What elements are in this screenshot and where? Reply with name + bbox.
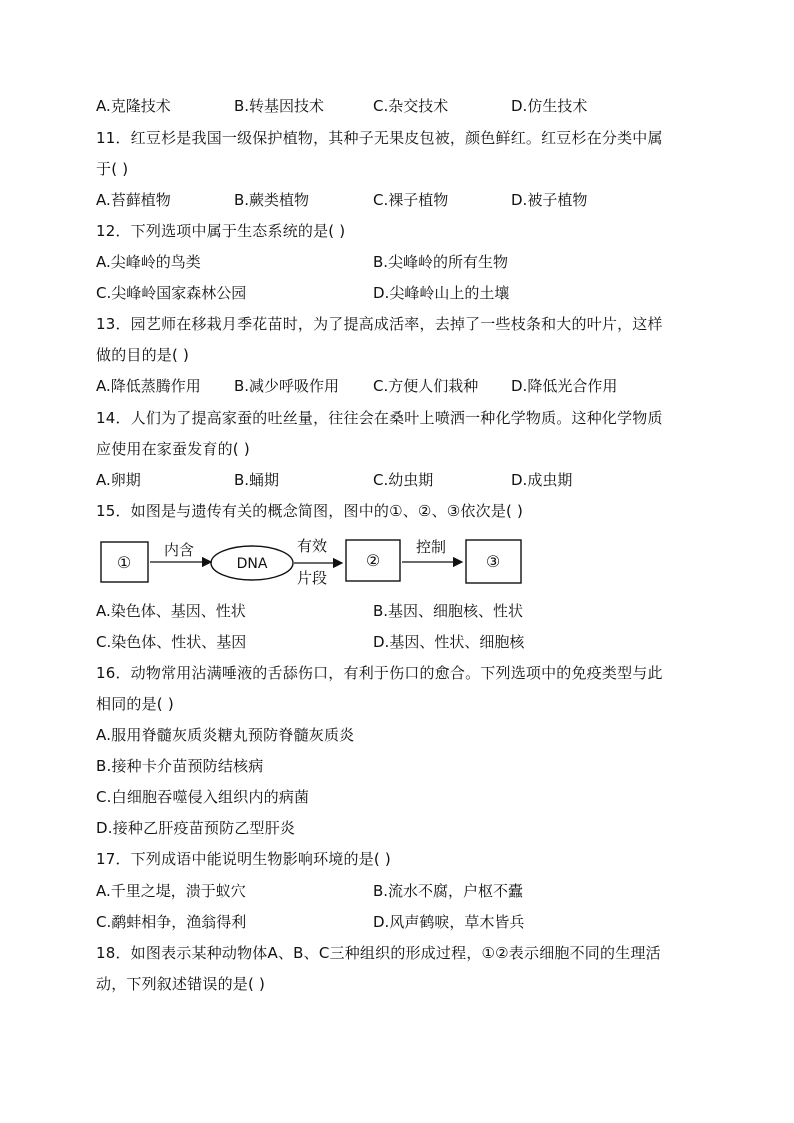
q12-stem: 12．下列选项中属于生态系统的是( )	[96, 222, 346, 240]
q16-option-d: D.接种乙肝疫苗预防乙型肝炎	[96, 819, 296, 837]
q14-option-a: A.卵期	[96, 471, 141, 489]
q16-option-a: A.服用脊髓灰质炎糖丸预防脊髓灰质炎	[96, 726, 355, 744]
diagram-arrow-2-label-top: 有效	[296, 537, 328, 555]
q17-stem: 17．下列成语中能说明生物影响环境的是( )	[96, 850, 391, 868]
q15-option-b: B.基因、细胞核、性状	[373, 602, 524, 620]
q13-stem-line2: 做的目的是( )	[96, 346, 190, 364]
q17-option-b: B.流水不腐，户枢不蠹	[373, 882, 524, 900]
q11-stem-line1: 11．红豆杉是我国一级保护植物，其种子无果皮包被，颜色鲜红。红豆杉在分类中属	[96, 129, 663, 147]
q13-stem-line1: 13．园艺师在移栽月季花苗时，为了提高成活率，去掉了一些枝条和大的叶片，这样	[96, 315, 663, 333]
q15-stem: 15．如图是与遗传有关的概念简图，图中的①、②、③依次是( )	[96, 502, 524, 520]
q10-option-c: C.杂交技术	[373, 97, 449, 115]
q10-option-d: D.仿生技术	[511, 97, 588, 115]
diagram-box-3-label: ③	[485, 552, 501, 571]
q10-option-b: B.转基因技术	[234, 97, 325, 115]
q17-option-d: D.风声鹤唳，草木皆兵	[373, 913, 525, 931]
q17-option-c: C.鹬蚌相争，渔翁得利	[96, 913, 247, 931]
diagram-dna-label: DNA	[236, 556, 268, 572]
q11-option-c: C.裸子植物	[373, 191, 449, 209]
diagram-arrow-2-label-bottom: 片段	[296, 569, 328, 587]
q14-stem-line1: 14．人们为了提高家蚕的吐丝量，往往会在桑叶上喷洒一种化学物质。这种化学物质	[96, 409, 663, 427]
diagram-box-1-label: ①	[116, 553, 132, 572]
q11-stem-line2: 于( )	[96, 160, 129, 178]
q11-option-a: A.苔藓植物	[96, 191, 171, 209]
q12-option-b: B.尖峰岭的所有生物	[373, 253, 509, 271]
q11-option-b: B.蕨类植物	[234, 191, 310, 209]
q18-stem-line2: 动，下列叙述错误的是( )	[96, 975, 266, 993]
q12-option-c: C.尖峰岭国家森林公园	[96, 284, 247, 302]
q14-option-d: D.成虫期	[511, 471, 573, 489]
q13-option-a: A.降低蒸腾作用	[96, 377, 201, 395]
diagram-arrow-1-label: 内含	[163, 541, 195, 559]
diagram-box-2-label: ②	[365, 551, 381, 570]
q13-option-c: C.方便人们栽种	[373, 377, 479, 395]
q17-option-a: A.千里之堤，溃于蚁穴	[96, 882, 246, 900]
q16-option-b: B.接种卡介苗预防结核病	[96, 757, 264, 775]
q16-stem-line1: 16．动物常用沾满唾液的舌舔伤口，有利于伤口的愈合。下列选项中的免疫类型与此	[96, 664, 663, 682]
q15-option-c: C.染色体、性状、基因	[96, 633, 247, 651]
q14-option-b: B.蛹期	[234, 471, 280, 489]
q12-option-a: A.尖峰岭的鸟类	[96, 253, 201, 271]
q13-option-d: D.降低光合作用	[511, 377, 618, 395]
q14-stem-line2: 应使用在家蚕发育的( )	[96, 440, 250, 458]
q15-option-d: D.基因、性状、细胞核	[373, 633, 525, 651]
q12-option-d: D.尖峰岭山上的土壤	[373, 284, 510, 302]
q16-stem-line2: 相同的是( )	[96, 695, 174, 713]
q13-option-b: B.减少呼吸作用	[234, 377, 340, 395]
q15-option-a: A.染色体、基因、性状	[96, 602, 246, 620]
q10-option-a: A.克隆技术	[96, 97, 171, 115]
diagram-arrow-3-label: 控制	[415, 538, 447, 556]
q16-option-c: C.白细胞吞噬侵入组织内的病菌	[96, 788, 310, 806]
heredity-concept-diagram	[96, 533, 536, 593]
q14-option-c: C.幼虫期	[373, 471, 434, 489]
q18-stem-line1: 18．如图表示某种动物体A、B、C三种组织的形成过程，①②表示细胞不同的生理活	[96, 944, 661, 962]
q11-option-d: D.被子植物	[511, 191, 588, 209]
